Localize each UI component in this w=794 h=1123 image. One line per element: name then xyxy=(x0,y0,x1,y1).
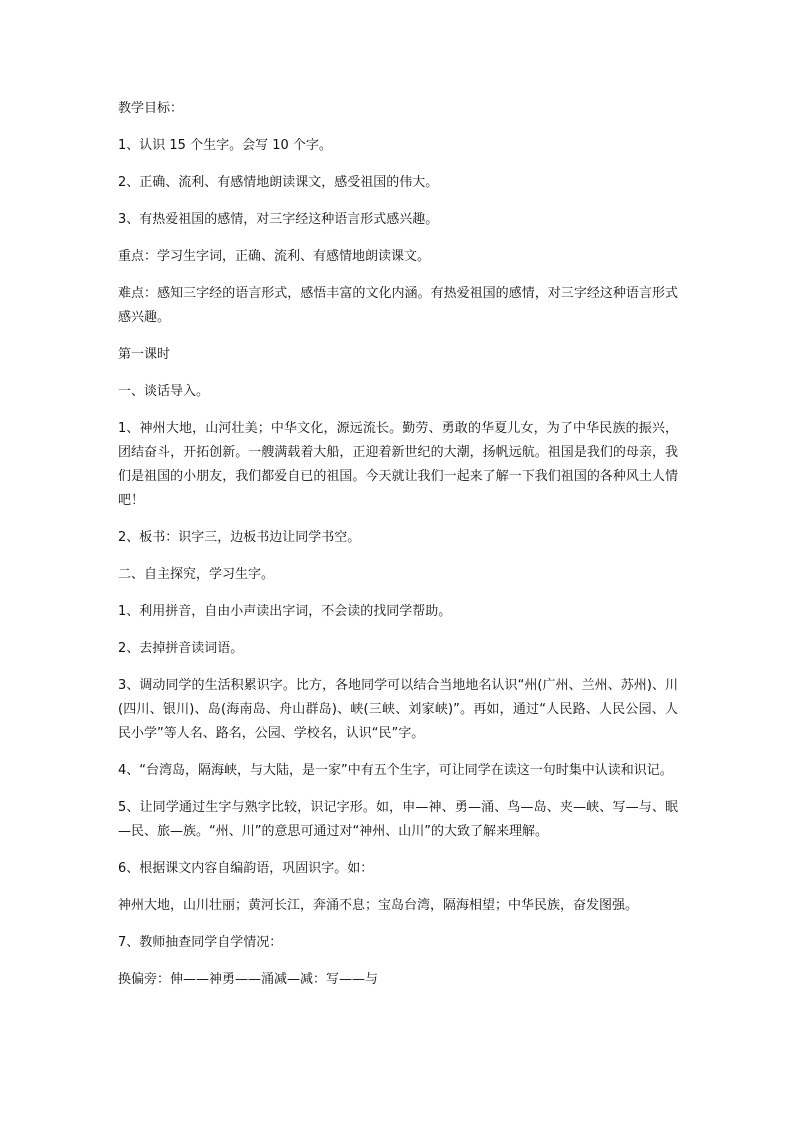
heading-teaching-goals: 教学目标： xyxy=(118,101,184,116)
study-item-7: 7、教师抽查同学自学情况： xyxy=(118,935,283,950)
study-item-4: 4、“台湾岛，隔海峡，与大陆，是一家”中有五个生字，可让同学在读这一句时集中认读和识记。 xyxy=(118,763,673,778)
intro-item-1: 1、神州大地，山河壮美；中华文化，源远流长。勤劳、勇敢的华夏儿女，为了中华民族的振兴，团结奋斗，开拓创新。一艘满载着大船，正迎着新世纪的大潮，扬帆远航。祖国是我们的母亲，我们是祖国的小朋友，我们都爱自已的祖国。今天就让我们一起来了解一下我们祖国的各种风土人情吧！ xyxy=(118,421,678,508)
document-page xyxy=(118,97,678,1005)
lesson-title: 第一课时 xyxy=(118,347,171,362)
goal-item-3: 3、有热爱祖国的感情，对三字经这种语言形式感兴趣。 xyxy=(118,212,439,227)
goal-item-1: 1、认识 15 个生字。会写 10 个字。 xyxy=(118,138,332,153)
study-item-6: 6、根据课文内容自编韵语，巩固识字。如： xyxy=(118,861,374,876)
section-heading-intro: 一、谈话导入。 xyxy=(118,384,210,399)
study-item-2: 2、去掉拼音读词语。 xyxy=(118,641,244,656)
radical-change-example: 换偏旁：伸——神勇——涌减—减：写——与 xyxy=(118,972,379,987)
difficult-points: 难点：感知三字经的语言形式，感悟丰富的文化内涵。有热爱祖国的感情，对三字经这种语言形式感兴趣。 xyxy=(118,286,678,325)
goal-item-2: 2、正确、流利、有感情地朗读课文，感受祖国的伟大。 xyxy=(118,175,439,190)
section-heading-study: 二、自主探究，学习生字。 xyxy=(118,567,275,582)
intro-item-2: 2、板书：识字三，边板书边让同学书空。 xyxy=(118,530,361,545)
study-item-5: 5、让同学通过生字与熟字比较，识记字形。如，申—神、勇—涌、鸟—岛、夹—峡、写—与、眠—民、旅—族。“州、川”的意思可通过对“神州、山川”的大致了解来理解。 xyxy=(118,800,678,839)
study-item-3: 3、调动同学的生活积累识字。比方，各地同学可以结合当地地名认识“州(广州、兰州、苏州)、川(四川、银川)、岛(海南岛、舟山群岛)、峡(三峡、刘家峡)”。再如，通过“人民路、人民公园、人民小学”等人名、路名，公园、学校名，认识“民”字。 xyxy=(118,678,678,741)
key-points: 重点：学习生字词，正确、流利、有感情地朗读课文。 xyxy=(118,249,431,264)
rhyme-example: 神州大地，山川壮丽；黄河长江，奔涌不息；宝岛台湾，隔海相望；中华民族，奋发图强。 xyxy=(118,898,639,913)
study-item-1: 1、利用拼音，自由小声读出字词，不会读的找同学帮助。 xyxy=(118,604,452,619)
